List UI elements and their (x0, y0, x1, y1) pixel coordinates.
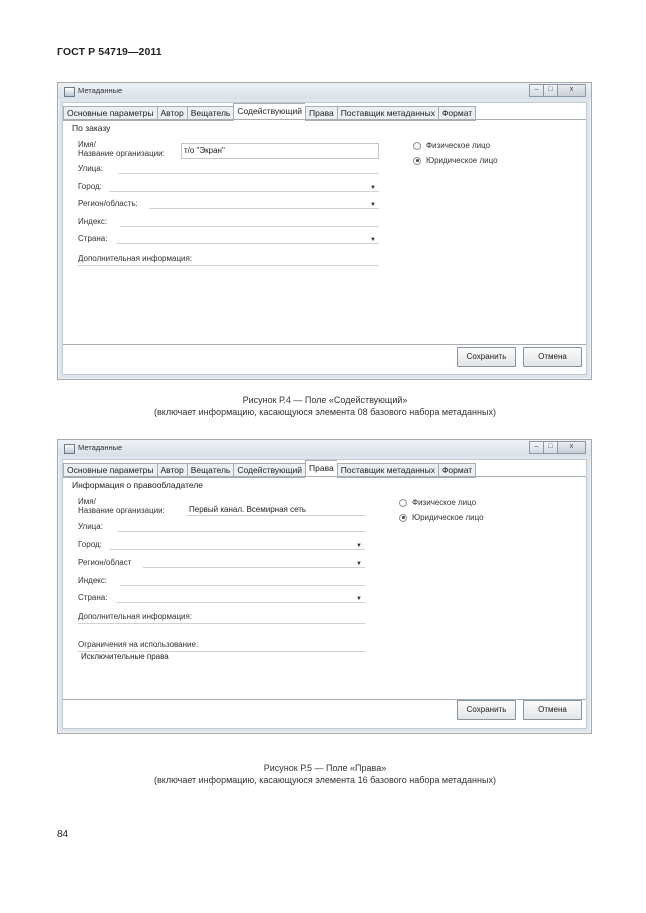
tab-strip (63, 103, 476, 119)
tab-metadata-provider[interactable]: Поставщик метаданных (337, 106, 438, 121)
tab-contributor[interactable]: Содействующий (233, 103, 305, 121)
chevron-down-icon: ▼ (370, 202, 376, 208)
additional-info-label: Дополнительная информация: (78, 612, 193, 621)
metadata-window-contributor (57, 82, 592, 380)
tab-format[interactable]: Формат (438, 106, 476, 121)
restrictions-line (78, 637, 365, 652)
tab-broadcaster[interactable]: Вещатель (187, 463, 234, 478)
country-label: Страна: (78, 234, 108, 243)
name-label-line2: Название организации: (78, 149, 165, 158)
radio-on-icon (413, 157, 421, 165)
app-icon (64, 87, 75, 97)
caption-note: (включает информацию, касающуюся элемента 16 базового набора метаданных) (154, 775, 496, 785)
radio-physical-label: Физическое лицо (412, 498, 477, 507)
caption-title: Рисунок Р.5 — Поле «Права» (263, 763, 387, 773)
page-number: 84 (57, 829, 69, 840)
maximize-button[interactable]: □ (543, 441, 558, 454)
city-label: Город: (78, 540, 102, 549)
region-label: Регион/область: (78, 199, 138, 208)
tab-author[interactable]: Автор (157, 463, 187, 478)
radio-legal-entity[interactable] (413, 156, 498, 165)
radio-legal-entity[interactable] (399, 513, 484, 522)
region-dropdown[interactable] (149, 196, 379, 209)
name-field[interactable]: т/о "Экран" (181, 143, 379, 159)
radio-physical-person[interactable] (413, 141, 490, 150)
metadata-window-rights (57, 439, 592, 734)
tab-basic-params[interactable]: Основные параметры (63, 106, 157, 121)
radio-legal-label: Юридическое лицо (412, 513, 484, 522)
cancel-button[interactable]: Отмена (523, 700, 582, 720)
caption-title: Рисунок Р.4 — Поле «Содействующий» (242, 395, 408, 405)
street-field[interactable] (118, 519, 365, 532)
tab-basic-params[interactable]: Основные параметры (63, 463, 157, 478)
additional-info-field[interactable] (78, 251, 379, 266)
name-label-line1: Имя/ (78, 497, 96, 506)
figure-caption-p4 (60, 394, 590, 418)
index-field[interactable] (120, 214, 379, 227)
tab-panel-rights (63, 476, 586, 700)
figure-caption-p5 (60, 762, 590, 786)
street-label: Улица: (78, 522, 103, 531)
city-dropdown[interactable] (109, 179, 379, 192)
restrictions-value[interactable]: Исключительные права (81, 652, 169, 661)
radio-legal-label: Юридическое лицо (426, 156, 498, 165)
window-client-area (62, 459, 587, 729)
maximize-button[interactable]: □ (543, 84, 558, 97)
additional-info-field[interactable] (78, 609, 365, 624)
country-label: Страна: (78, 593, 108, 602)
cancel-button[interactable]: Отмена (523, 347, 582, 367)
close-button[interactable]: x (557, 84, 586, 97)
chevron-down-icon: ▼ (370, 185, 376, 191)
chevron-down-icon: ▼ (356, 596, 362, 602)
radio-off-icon (413, 142, 421, 150)
street-field[interactable] (118, 161, 379, 174)
radio-on-icon (399, 514, 407, 522)
tab-rights[interactable]: Права (305, 460, 337, 478)
save-button[interactable]: Сохранить (457, 347, 516, 367)
tab-contributor[interactable]: Содействующий (233, 463, 305, 478)
tab-author[interactable]: Автор (157, 106, 187, 121)
street-label: Улица: (78, 164, 103, 173)
radio-physical-person[interactable] (399, 498, 476, 507)
restrictions-label: Ограничения на использование: (78, 640, 199, 649)
caption-note: (включает информацию, касающуюся элемента 08 базового набора метаданных) (154, 407, 496, 417)
country-dropdown[interactable] (116, 231, 379, 244)
document-code: ГОСТ Р 54719—2011 (57, 46, 162, 58)
tab-rights[interactable]: Права (305, 106, 337, 121)
chevron-down-icon: ▼ (356, 561, 362, 567)
region-dropdown[interactable] (143, 555, 365, 568)
index-label: Индекс: (78, 576, 108, 585)
tab-strip (63, 460, 476, 476)
app-icon (64, 444, 75, 454)
country-dropdown[interactable] (116, 590, 365, 603)
tab-panel-contributor (63, 119, 586, 345)
tab-format[interactable]: Формат (438, 463, 476, 478)
group-title: Информация о правообладателе (72, 480, 204, 490)
chevron-down-icon: ▼ (356, 543, 362, 549)
window-titlebar[interactable] (58, 440, 591, 456)
minimize-button[interactable]: – (529, 441, 544, 454)
tab-metadata-provider[interactable]: Поставщик метаданных (337, 463, 438, 478)
window-client-area (62, 102, 587, 375)
chevron-down-icon: ▼ (370, 237, 376, 243)
radio-physical-label: Физическое лицо (426, 141, 491, 150)
name-field[interactable]: Первый канал. Всемирная сеть (187, 503, 365, 516)
name-label-line1: Имя/ (78, 140, 96, 149)
city-dropdown[interactable] (109, 537, 365, 550)
name-label-line2: Название организации: (78, 506, 165, 515)
window-title: Метаданные (78, 86, 123, 95)
minimize-button[interactable]: – (529, 84, 544, 97)
index-field[interactable] (120, 573, 365, 586)
window-title: Метаданные (78, 443, 123, 452)
window-titlebar[interactable] (58, 83, 591, 99)
close-button[interactable]: x (557, 441, 586, 454)
save-button[interactable]: Сохранить (457, 700, 516, 720)
city-label: Город: (78, 182, 102, 191)
region-label: Регион/област (78, 558, 132, 567)
additional-info-label: Дополнительная информация: (78, 254, 193, 263)
radio-off-icon (399, 499, 407, 507)
tab-broadcaster[interactable]: Вещатель (187, 106, 234, 121)
index-label: Индекс: (78, 217, 108, 226)
group-title: По заказу (72, 123, 111, 133)
